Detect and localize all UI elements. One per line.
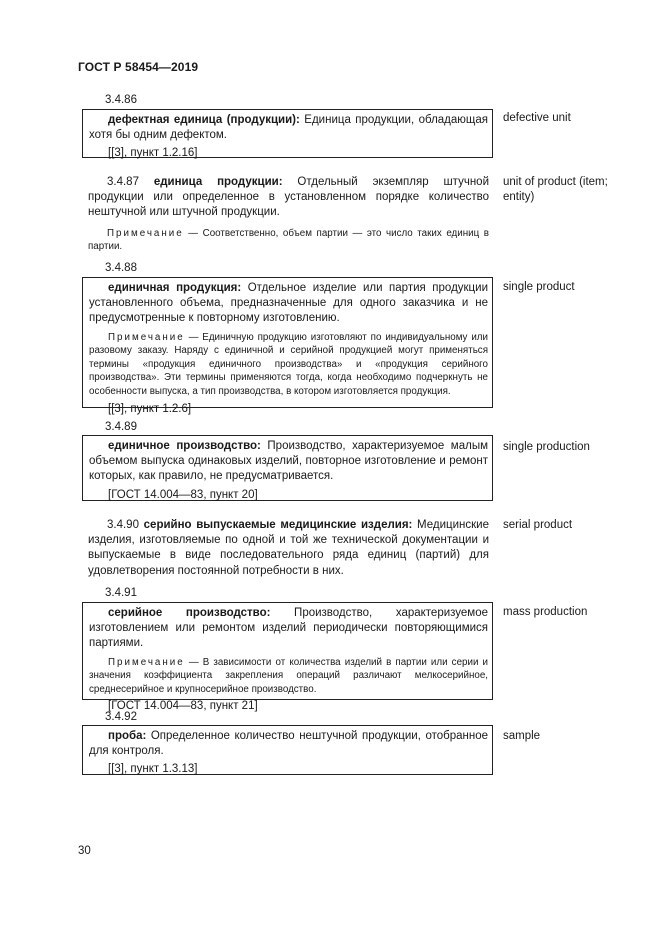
document-header: ГОСТ Р 58454—2019	[78, 60, 199, 74]
definition: Медицинские изделия, изготовляемые по одной и той же технической документации и выпускаемые в виде последовательного ряда единиц (партий) для удовлетворения постоянной потребности в них.	[88, 519, 489, 577]
english-equivalent: single product	[503, 281, 575, 293]
entry-number: 3.4.91	[105, 587, 137, 599]
definition: Отдельное изделие или партия продукции установленного объема, предназначенные для одного заказчика и не предусмотренные к повторному изготовлению.	[89, 282, 488, 325]
note-text: — Соответственно, объем партии — это число таких единиц в партии.	[88, 227, 489, 253]
entry-number: 3.4.88	[105, 262, 137, 274]
term-definition	[89, 439, 488, 485]
term-definition	[88, 175, 489, 221]
entry-number: 3.4.86	[105, 94, 137, 106]
term-reference: [[3], пункт 1.3.13]	[108, 763, 198, 776]
term: серийно выпускаемые медицинские изделия:	[143, 519, 413, 531]
term-note	[89, 331, 488, 399]
term-box	[82, 277, 493, 415]
english-equivalent: serial product	[503, 519, 573, 531]
definition: Единица продукции, обладающая хотя бы одним дефектом.	[89, 114, 488, 142]
english-equivalent: sample	[503, 730, 541, 742]
term: серийное производство:	[108, 607, 271, 619]
entry-number: 3.4.89	[105, 421, 137, 433]
term-definition	[89, 729, 488, 759]
english-equivalent: unit of product (item; entity)	[503, 176, 608, 203]
term-entry	[82, 518, 493, 579]
definition: Производство, характеризуемое изготовлением или ремонтом изделий периодически повторяющимися партиями.	[89, 607, 489, 650]
term-definition	[88, 518, 489, 579]
definition: Отдельный экземпляр штучной продукции или определенное в установленном порядке количество нештучной или штучной продукции.	[88, 176, 489, 219]
term: дефектная единица (продукции):	[108, 114, 300, 126]
term-note	[89, 656, 488, 697]
note-label: Примечание	[108, 331, 185, 343]
term-definition	[89, 281, 488, 327]
term-box	[82, 435, 493, 501]
definition: Производство, характеризуемое малым объемом выпуска одинаковых изделий, повторное изготовление и ремонт которых, как правило, не предусматривается.	[89, 440, 488, 483]
definition: Определенное количество нештучной продукции, отобранное для контроля.	[89, 730, 488, 758]
term-definition	[89, 606, 488, 652]
term-note	[88, 227, 489, 254]
term-reference: [ГОСТ 14.004—83, пункт 20]	[108, 488, 258, 501]
entry-number-inline: 3.4.90	[107, 519, 139, 531]
english-equivalent: mass production	[503, 606, 588, 618]
term-box	[82, 109, 493, 158]
term-reference: [[3], пункт 1.2.16]	[108, 147, 198, 160]
term-reference: [ГОСТ 14.004—83, пункт 21]	[108, 700, 258, 713]
term-box	[82, 602, 493, 713]
page-number: 30	[78, 845, 91, 857]
english-equivalent: defective unit	[503, 112, 571, 124]
entry-number: 3.4.92	[105, 711, 137, 723]
note-label: Примечание	[107, 227, 184, 239]
note-text: — В зависимости от количества изделий в партии или серии и значения коэффициента закрепления операций различают мелкосерийное, среднесерийное и крупносерийное производство.	[89, 656, 488, 695]
entry-number-inline: 3.4.87	[107, 176, 139, 188]
note-text: — Единичную продукцию изготовляют по индивидуальному или разовому заказу. Наряду с единичной и серийной продукцией могут применяться термины «продукция единичного производства» и «продукция серийного производства». Эти термины применяются тогда, когда необходимо подчеркнуть не особенности выпуска, а тип производства, в котором изготовляется продукция.	[89, 331, 488, 397]
term-reference: [[3], пункт 1.2.6]	[108, 402, 192, 415]
note-label: Примечание	[108, 656, 185, 668]
term-entry	[82, 175, 493, 257]
english-equivalent: single production	[503, 441, 590, 453]
term: единичная продукция:	[108, 282, 242, 294]
term-definition	[89, 113, 488, 143]
term: единичное производство:	[108, 440, 261, 452]
term: единица продукции:	[153, 176, 283, 188]
term: проба:	[108, 730, 147, 742]
term-box	[82, 725, 493, 775]
